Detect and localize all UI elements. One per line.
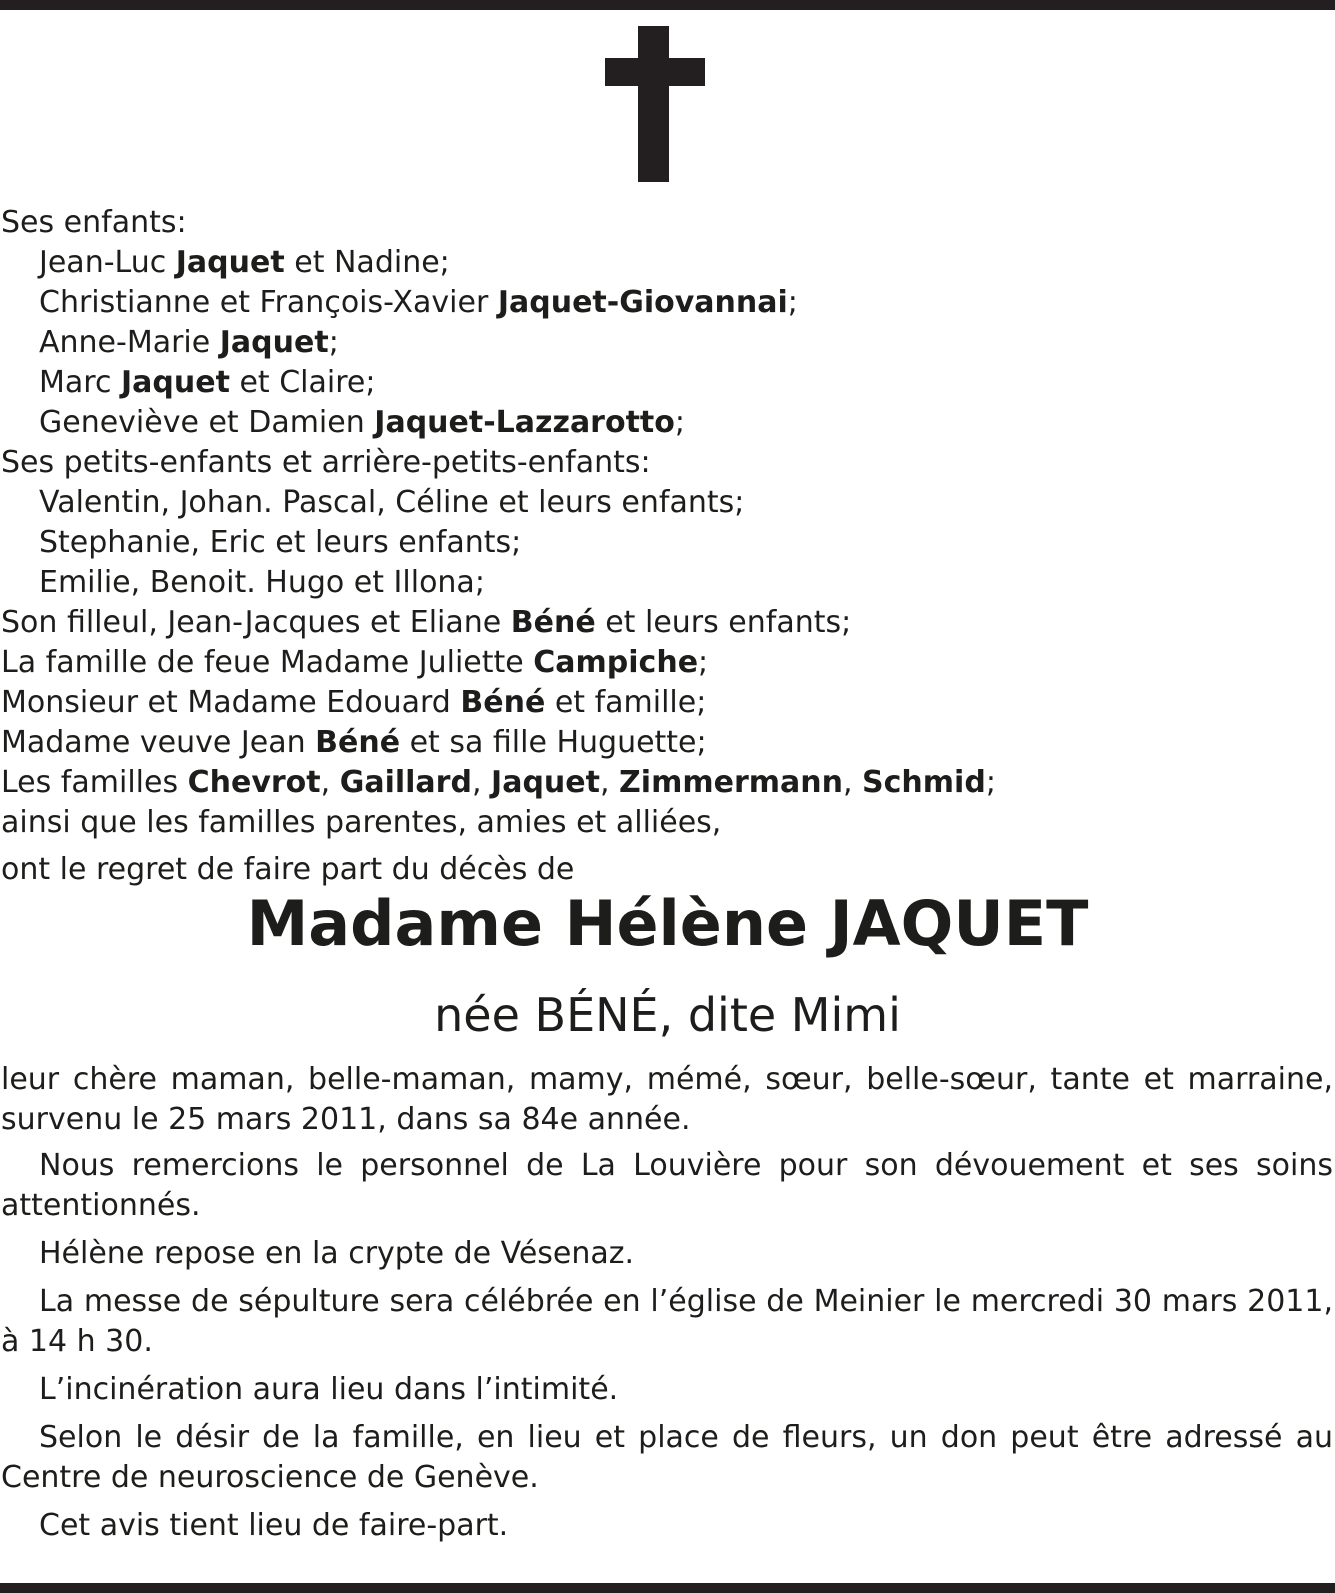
family-text: La famille de feue Madame Juliette	[1, 645, 534, 680]
family-line	[1, 403, 1331, 443]
family-text: Valentin, Johan. Pascal, Céline et leurs enfants;	[39, 485, 745, 520]
family-surname: Béné	[460, 685, 546, 720]
notice-paragraph: Nous remercions le personnel de La Louvière pour son dévouement et ses soins attentionnés.	[1, 1148, 1333, 1223]
deceased-subtitle: née BÉNÉ, dite Mimi	[434, 988, 901, 1042]
family-line	[1, 563, 1331, 603]
family-surname: Campiche	[533, 645, 699, 680]
family-surname: Béné	[510, 605, 596, 640]
family-line	[1, 323, 1331, 363]
family-line	[1, 603, 1331, 643]
family-surname: Jaquet	[491, 765, 600, 800]
family-line	[1, 483, 1331, 523]
family-text: ;	[787, 285, 798, 320]
notice-paragraph: Cet avis tient lieu de faire-part.	[39, 1508, 509, 1543]
family-line	[1, 723, 1331, 763]
family-surname: Jaquet	[120, 365, 230, 400]
family-text: et Claire;	[229, 365, 376, 400]
family-text: ;	[698, 645, 709, 680]
family-text: Ses enfants:	[1, 205, 187, 240]
notice-paragraph: Selon le désir de la famille, en lieu et place de fleurs, un don peut être adressé au Centre de neuroscience de Genève.	[1, 1420, 1333, 1495]
family-line	[1, 803, 1331, 843]
family-surname: Schmid	[862, 765, 986, 800]
family-text: et Nadine;	[284, 245, 450, 280]
family-text: ;	[328, 325, 339, 360]
family-text: Son filleul, Jean-Jacques et Eliane	[1, 605, 511, 640]
family-text: Christianne et François-Xavier	[39, 285, 498, 320]
family-text: ;	[674, 405, 685, 440]
bottom-border-rule	[0, 1583, 1335, 1593]
notice-body	[1, 1060, 1333, 1554]
family-text: ,	[599, 765, 620, 800]
family-line	[1, 443, 1331, 483]
family-line	[1, 283, 1331, 323]
family-text: Geneviève et Damien	[39, 405, 375, 440]
closing-line: ont le regret de faire part du décès de	[1, 852, 575, 887]
family-line	[1, 763, 1331, 803]
family-text: Emilie, Benoit. Hugo et Illona;	[39, 565, 485, 600]
family-surname: Béné	[315, 725, 401, 760]
family-list	[1, 203, 1331, 890]
cross-icon	[605, 26, 705, 182]
family-text: Anne-Marie	[39, 325, 220, 360]
family-text: ;	[985, 765, 996, 800]
family-text: Monsieur et Madame Edouard	[1, 685, 461, 720]
notice-paragraph: L’incinération aura lieu dans l’intimité.	[39, 1372, 619, 1407]
family-surname: Zimmermann	[619, 765, 843, 800]
family-text: Stephanie, Eric et leurs enfants;	[39, 525, 522, 560]
family-text: Ses petits-enfants et arrière-petits-enfants:	[1, 445, 651, 480]
family-text: Jean-Luc	[39, 245, 176, 280]
family-surname: Gaillard	[339, 765, 472, 800]
family-line	[1, 643, 1331, 683]
family-text: ,	[471, 765, 492, 800]
family-line	[1, 243, 1331, 283]
family-text: et sa fille Huguette;	[400, 725, 707, 760]
family-text: Madame veuve Jean	[1, 725, 316, 760]
family-surname: Chevrot	[187, 765, 321, 800]
deceased-name: Madame Hélène JAQUET	[246, 887, 1089, 960]
family-text: ,	[320, 765, 340, 800]
top-border-rule	[0, 0, 1335, 10]
family-text: ,	[842, 765, 863, 800]
family-line	[1, 523, 1331, 563]
family-line	[1, 203, 1331, 243]
family-surname: Jaquet	[175, 245, 285, 280]
notice-paragraph: Hélène repose en la crypte de Vésenaz.	[39, 1236, 635, 1271]
family-line	[1, 363, 1331, 403]
family-surname: Jaquet-Giovannai	[497, 285, 788, 320]
family-text: et leurs enfants;	[595, 605, 852, 640]
family-surname: Jaquet	[219, 325, 329, 360]
family-text: et famille;	[545, 685, 707, 720]
family-surname: Jaquet-Lazzarotto	[374, 405, 675, 440]
notice-paragraph: leur chère maman, belle-maman, mamy, mémé, sœur, belle-sœur, tante et marraine, survenu le 25 mars 2011, dans sa 84e année.	[1, 1062, 1333, 1137]
notice-paragraph: La messe de sépulture sera célébrée en l’église de Meinier le mercredi 30 mars 2011, à 14 h 30.	[1, 1284, 1333, 1359]
family-text: ainsi que les familles parentes, amies et alliées,	[1, 805, 722, 840]
family-line	[1, 683, 1331, 723]
family-text: Les familles	[1, 765, 188, 800]
family-text: Marc	[39, 365, 121, 400]
